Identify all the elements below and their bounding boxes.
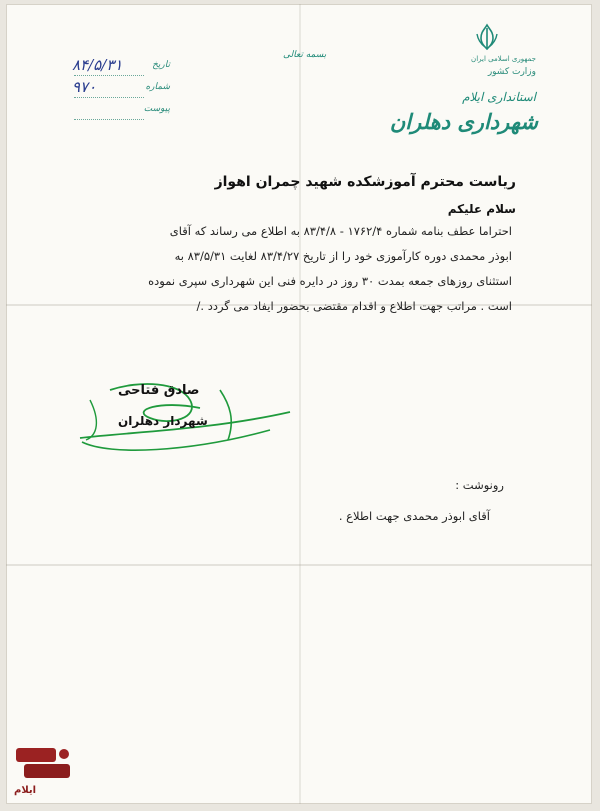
dotted-line bbox=[74, 75, 144, 76]
bismillah-text: بسمه تعالی bbox=[283, 50, 327, 60]
iran-emblem-icon bbox=[472, 22, 502, 52]
watermark-text: ایلام bbox=[14, 785, 37, 796]
governorate-text: استانداری ایلام bbox=[462, 90, 536, 104]
cc-label: رونوشت : bbox=[455, 478, 504, 492]
date-label: تاریخ bbox=[152, 60, 170, 70]
cc-item: آقای ابوذر محمدی جهت اطلاع . bbox=[338, 509, 490, 523]
signatory-name: صادق فتاحی bbox=[118, 383, 200, 398]
number-value: ۹۷۰ bbox=[72, 78, 97, 96]
body-line: است . مراتب جهت اطلاع و اقدام مقتضی بحضور ایفاد می گردد ./ bbox=[196, 299, 512, 313]
body-line: استثنای روزهای جمعه بمدت ۳۰ روز در دایره فنی این شهرداری سپری نموده bbox=[148, 274, 512, 288]
municipality-title: شهرداری دهلران bbox=[389, 110, 538, 134]
dotted-line bbox=[74, 119, 144, 120]
ministry-text: وزارت کشور bbox=[487, 67, 536, 77]
number-row bbox=[70, 80, 170, 102]
addressee: ریاست محترم آموزشکده شهید چمران اهواز bbox=[214, 174, 516, 190]
number-label: شماره bbox=[145, 82, 170, 92]
body-line: احتراما عطف بنامه شماره ۱۷۶۲/۴ - ۸۳/۴/۸ به اطلاع می رساند که آقای bbox=[169, 224, 512, 238]
salutation: سلام علیکم bbox=[447, 202, 516, 216]
attachment-row bbox=[70, 102, 170, 124]
letter-meta bbox=[70, 58, 170, 124]
body-line: ابوذر محمدی دوره کارآموزی خود را از تاریخ ۸۳/۴/۲۷ لغایت ۸۳/۵/۳۱ به bbox=[174, 249, 512, 263]
letter-body bbox=[80, 219, 512, 319]
republic-text: جمهوری اسلامی ایران bbox=[471, 55, 536, 63]
dotted-line bbox=[74, 97, 144, 98]
date-value: ۸۴/۵/۳۱ bbox=[72, 56, 123, 74]
attachment-label: پیوست bbox=[143, 104, 170, 114]
date-row bbox=[70, 58, 170, 80]
signatory-title: شهردار دهلران bbox=[118, 414, 208, 428]
